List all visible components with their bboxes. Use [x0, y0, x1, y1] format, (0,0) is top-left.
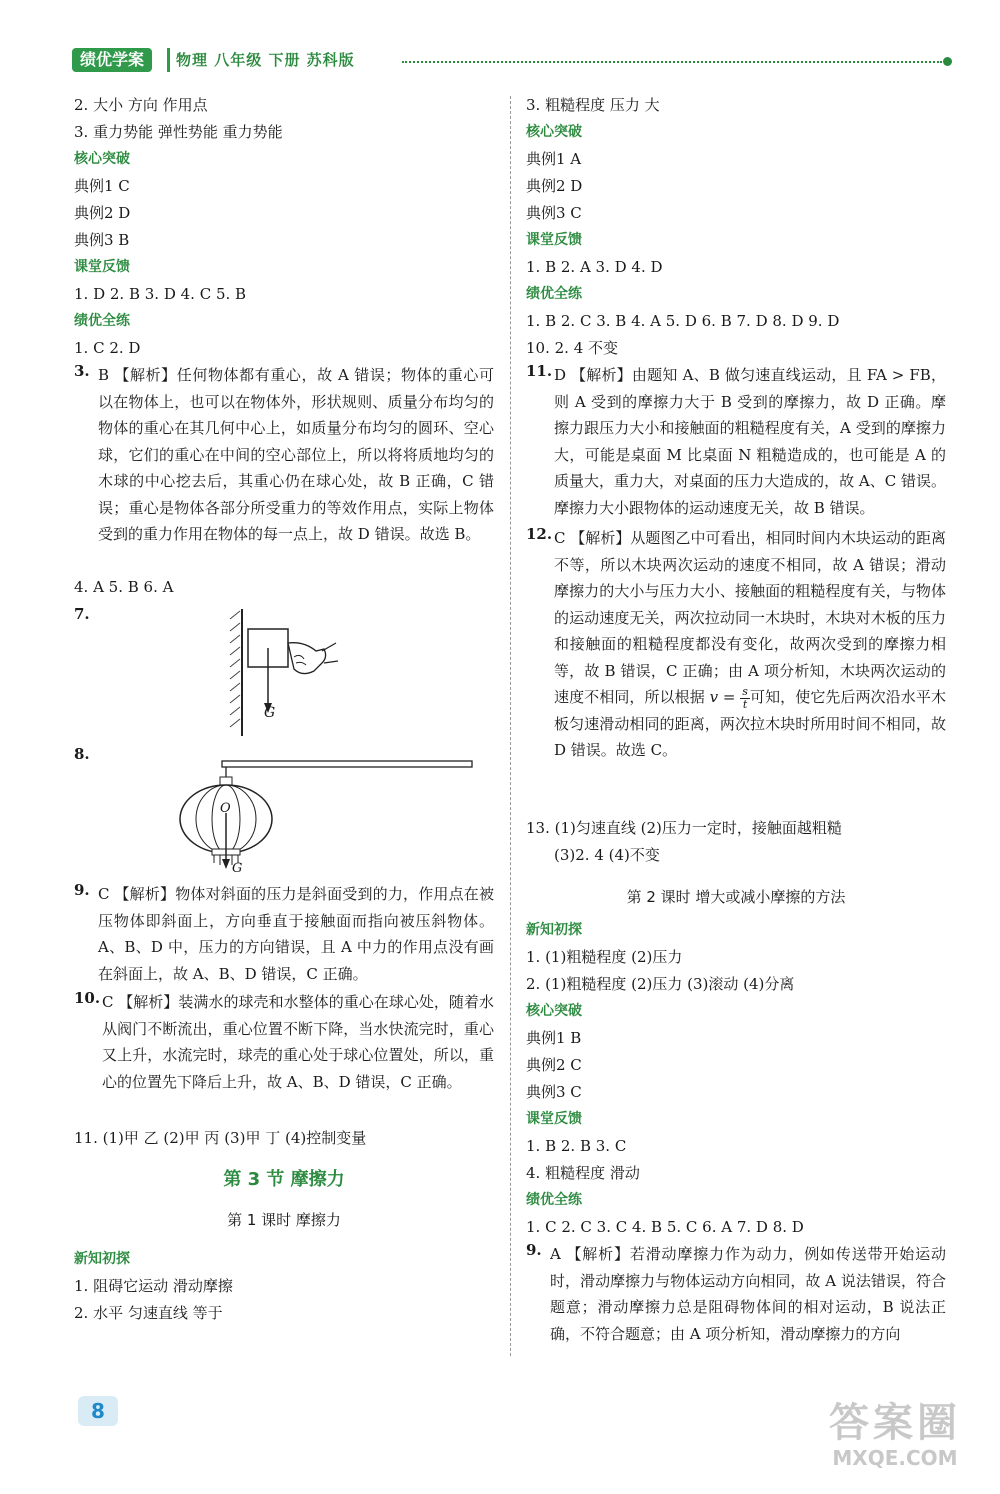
- explanation-item: [74, 989, 494, 1125]
- left-column: [74, 92, 494, 1327]
- question-number: 9.: [74, 881, 90, 899]
- explanation-item: [526, 525, 946, 815]
- figure-q7: [74, 601, 494, 741]
- section-heading: 绩优全练: [526, 286, 582, 302]
- explanation-text: C 【解析】物体对斜面的压力是斜面受到的力，作用点在被压物体即斜面上，方向垂直于接触面而指向被压斜物体。A、B、D 中，压力的方向错误，且 A 中力的作用点没有画在斜面上，故 A、B、D 错误，C 正确。: [98, 885, 494, 983]
- gravity-label: G: [232, 861, 243, 876]
- velocity-formula: [710, 684, 750, 711]
- brand-bracket: [161, 48, 170, 72]
- example-answer: 典例2 D: [526, 177, 583, 195]
- page-header: [72, 48, 952, 74]
- answer-line: 1. B 2. B 3. C: [526, 1137, 627, 1155]
- question-number: 7.: [74, 605, 90, 623]
- explanation-text: B 【解析】任何物体都有重心，故 A 错误；物体的重心可以在物体上，也可以在物体外，形状规则、质量分布均匀的物体的重心在其几何中心上，如质量分布均匀的圆环、空心球，它们的重心在中间的空心部位上，所以将将质地均匀的木球的中心挖去后，其重心仍在球心处，故 B 正确，C 错误；重心是物体各部分所受重力的等效作用点，实际上物体受到的重力作用在物体的每一点上，故 D 错误。故选 B。: [98, 366, 494, 543]
- section-title: 第 3 节 摩擦力: [223, 1169, 345, 1190]
- explanation-item: [74, 881, 494, 989]
- section-heading: 核心突破: [526, 1003, 582, 1019]
- brand-logo: 绩优学案: [72, 48, 152, 72]
- explanation-item: [74, 362, 494, 574]
- watermark-url: MXQE.COM: [832, 1446, 958, 1470]
- example-answer: 典例3 C: [526, 204, 582, 222]
- answer-line: 1. D 2. B 3. D 4. C 5. B: [74, 285, 247, 303]
- example-answer: 典例3 B: [74, 231, 130, 249]
- watermark: [800, 1400, 990, 1480]
- section-heading: 绩优全练: [526, 1192, 582, 1208]
- right-column: [526, 92, 946, 1343]
- lesson-title: 第 1 课时 摩擦力: [227, 1211, 341, 1229]
- answer-line: (3)2. 4 (4)不变: [554, 846, 660, 864]
- figure-q8: [74, 741, 494, 881]
- question-number: 12.: [526, 525, 553, 543]
- answer-line: 3. 粗糙程度 压力 大: [526, 96, 660, 114]
- answer-line: 1. B 2. C 3. B 4. A 5. D 6. B 7. D 8. D 9. D: [526, 312, 840, 330]
- example-answer: 典例1 B: [526, 1029, 582, 1047]
- answer-line: 4. 粗糙程度 滑动: [526, 1164, 640, 1182]
- example-answer: 典例2 D: [74, 204, 131, 222]
- answer-line: 1. B 2. A 3. D 4. D: [526, 258, 663, 276]
- formula-denominator: t: [742, 697, 748, 711]
- header-dot: [943, 57, 952, 66]
- formula-fraction: [740, 686, 750, 711]
- page-number: 8: [78, 1396, 118, 1426]
- watermark-logo: 答案圈: [829, 1400, 961, 1446]
- question-number: 8.: [74, 745, 90, 763]
- gravity-label: G: [264, 705, 276, 721]
- section-heading: 课堂反馈: [526, 232, 582, 248]
- explanation-text: A 【解析】若滑动摩擦力作为动力，例如传送带开始运动时，滑动摩擦力与物体运动方向相同，故 A 说法错误，符合题意；滑动摩擦力总是阻碍物体间的相对运动，B 说法正确，不符合题意；由 A 项分析知，滑动摩擦力的方向: [550, 1245, 946, 1343]
- section-heading: 新知初探: [526, 922, 582, 938]
- answer-line: 13. (1)匀速直线 (2)压力一定时，接触面越粗糙: [526, 819, 842, 837]
- column-divider: [510, 96, 511, 1356]
- answer-line: 2. (1)粗糙程度 (2)压力 (3)滚动 (4)分离: [526, 975, 795, 993]
- book-info: 物理 八年级 下册 苏科版: [176, 51, 355, 69]
- section-heading: 核心突破: [526, 124, 582, 140]
- section-heading: 绩优全练: [74, 313, 130, 329]
- example-answer: 典例2 C: [526, 1056, 582, 1074]
- question-number: 9.: [526, 1241, 542, 1259]
- answer-line: 1. (1)粗糙程度 (2)压力: [526, 948, 683, 966]
- example-answer: 典例3 C: [526, 1083, 582, 1101]
- section-heading: 新知初探: [74, 1251, 130, 1267]
- formula-numerator: s: [742, 684, 748, 698]
- answer-line: 1. C 2. D: [74, 339, 141, 357]
- explanation-text: C 【解析】装满水的球壳和水整体的重心在球心处，随着水从阀门不断流出，重心位置不断下降，当水快流完时，重心又上升，水流完时，球壳的重心处于球心位置处，所以，重心的位置先下降后上升，故 A、B、D 错误，C 正确。: [102, 993, 494, 1091]
- explanation-text: C 【解析】从题图乙中可看出，相同时间内木块运动的距离不等，所以木块两次运动的速度不相同，故 A 错误；滑动摩擦力的大小与压力大小、接触面的粗糙程度有关，与物体的运动速度无关，两次拉动同一木块时，木块对木板的压力和接触面的粗糙程度都没有变化，故两次受到的摩擦力相等，故 B 错误，C 正确；由 A 项分析知，木块两次运动的速度不相同，所以根据: [554, 529, 946, 706]
- wall-box-diagram: [224, 601, 424, 741]
- answer-line: 11. (1)甲 乙 (2)甲 丙 (3)甲 丁 (4)控制变量: [74, 1129, 367, 1147]
- explanation-item: [526, 1241, 946, 1343]
- formula-lhs: v =: [709, 688, 736, 706]
- section-heading: 课堂反馈: [526, 1111, 582, 1127]
- answer-line: 10. 2. 4 不变: [526, 339, 619, 357]
- section-heading: 核心突破: [74, 151, 130, 167]
- example-answer: 典例1 A: [526, 150, 582, 168]
- lesson-title: 第 2 课时 增大或减小摩擦的方法: [626, 888, 846, 906]
- explanation-block: [554, 525, 946, 815]
- answer-line: 4. A 5. B 6. A: [74, 578, 174, 596]
- answer-line: 2. 大小 方向 作用点: [74, 96, 208, 114]
- question-number: 3.: [74, 362, 90, 380]
- explanation-text: 可知，使它先后两次沿水平木板匀速滑动相同的距离，两次拉木块时所用时间不相同，故 D 错误。故选 C。: [554, 688, 946, 759]
- center-label: O: [220, 801, 231, 816]
- header-dotted-rule: [402, 61, 942, 63]
- answer-line: 1. C 2. C 3. C 4. B 5. C 6. A 7. D 8. D: [526, 1218, 804, 1236]
- answer-line: 1. 阻碍它运动 滑动摩擦: [74, 1277, 233, 1295]
- question-number: 10.: [74, 989, 101, 1007]
- answer-line: 2. 水平 匀速直线 等于: [74, 1304, 223, 1322]
- answer-line: 3. 重力势能 弹性势能 重力势能: [74, 123, 283, 141]
- section-heading: 课堂反馈: [74, 259, 130, 275]
- example-answer: 典例1 C: [74, 177, 130, 195]
- explanation-text: D 【解析】由题知 A、B 做匀速直线运动，且 FA > FB，则 A 受到的摩擦力大于 B 受到的摩擦力，故 D 正确。摩擦力跟压力大小和接触面的粗糙程度有关，A 受到的摩擦力大，可能是桌面 M 比桌面 N 粗糙造成的，也可能是 A 的质量大，重力大，对桌面的压力大造成的，故 A、C 错误。摩擦力大小跟物体的运动速度无关，故 B 错误。: [554, 366, 946, 517]
- question-number: 11.: [526, 362, 553, 380]
- explanation-item: [526, 362, 946, 525]
